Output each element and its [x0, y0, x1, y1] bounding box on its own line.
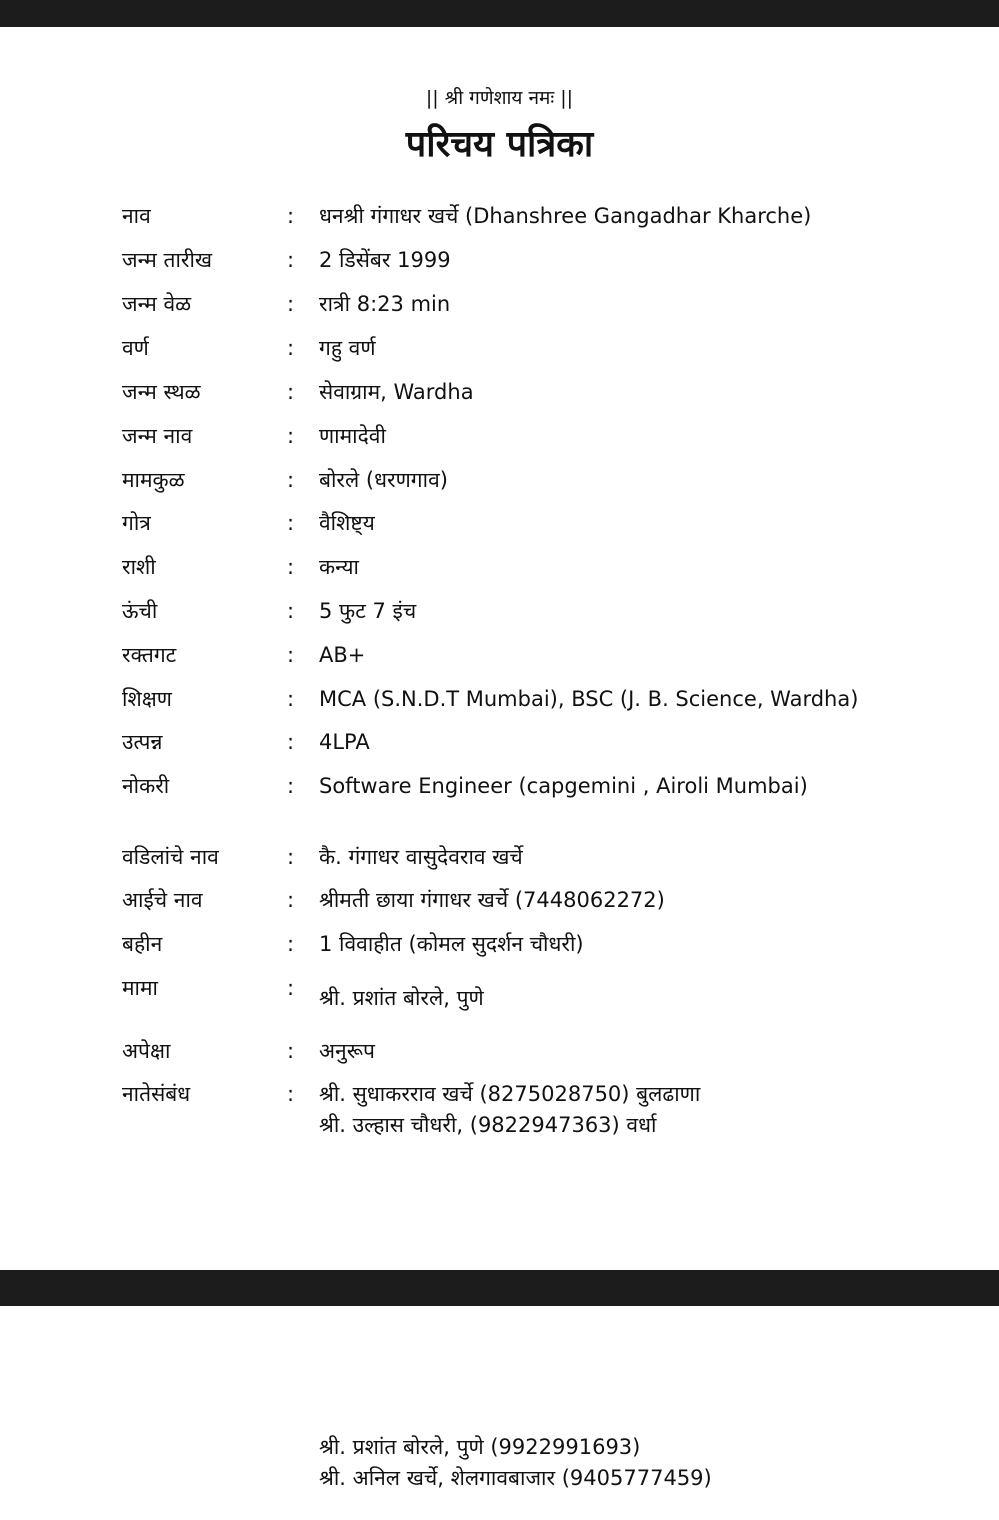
expectation-row [0, 1031, 999, 1071]
detail-value: MCA (S.N.D.T Mumbai), BSC (J. B. Science, Wardha) [319, 687, 859, 711]
family-separator: : [287, 932, 295, 956]
family-separator: : [287, 845, 295, 869]
contact-line: श्री. अनिल खर्चे, शेलगावबाजार (9405777459) [319, 1466, 712, 1490]
detail-value: 4LPA [319, 730, 370, 754]
detail-separator: : [287, 643, 295, 667]
detail-separator: : [287, 380, 295, 404]
detail-label: राशी [122, 555, 156, 579]
detail-label: गोत्र [122, 511, 151, 535]
family-row-maternal-uncle [0, 968, 999, 1008]
detail-row-income [0, 722, 999, 762]
detail-label: रक्तगट [122, 643, 177, 667]
detail-label: जन्म वेळ [122, 292, 192, 316]
relations-line: श्री. सुधाकरराव खर्चे (8275028750) बुलढाणा [319, 1082, 701, 1106]
detail-value: सेवाग्राम, Wardha [319, 380, 474, 404]
family-label: वडिलांचे नाव [122, 845, 219, 869]
detail-row-birth-time [0, 284, 999, 324]
detail-separator: : [287, 424, 295, 448]
top-bar [0, 0, 999, 27]
detail-row-education [0, 679, 999, 719]
expectation-label: अपेक्षा [122, 1039, 171, 1063]
detail-value: बोरले (धरणगाव) [319, 468, 448, 492]
detail-label: वर्ण [122, 336, 149, 360]
detail-label: नोकरी [122, 774, 170, 798]
detail-label: मामकुळ [122, 468, 185, 492]
invocation-line: || श्री गणेशाय नमः || [425, 87, 574, 109]
detail-separator: : [287, 204, 295, 228]
family-value: कै. गंगाधर वासुदेवराव खर्चे [319, 845, 523, 869]
detail-separator: : [287, 599, 295, 623]
detail-value: गहु वर्ण [319, 336, 376, 360]
detail-separator: : [287, 555, 295, 579]
detail-row-gotra [0, 503, 999, 543]
detail-value: 2 डिसेंबर 1999 [319, 248, 451, 272]
expectation-separator: : [287, 1039, 295, 1063]
detail-value: णामादेवी [319, 424, 386, 448]
detail-row-blood-group [0, 635, 999, 675]
detail-row-height [0, 591, 999, 631]
divider-bar [0, 1270, 999, 1306]
detail-separator: : [287, 511, 295, 535]
detail-row-birth-place [0, 372, 999, 412]
detail-separator: : [287, 774, 295, 798]
family-separator: : [287, 976, 295, 1000]
family-row-mother [0, 880, 999, 920]
family-row-sister [0, 924, 999, 964]
detail-row-name [0, 196, 999, 236]
detail-label: जन्म नाव [122, 424, 193, 448]
family-label: मामा [122, 976, 158, 1000]
detail-label: जन्म तारीख [122, 248, 213, 272]
family-separator: : [287, 888, 295, 912]
expectation-value: अनुरूप [319, 1039, 375, 1063]
detail-label: उत्पन्न [122, 730, 163, 754]
detail-row-birth-name [0, 416, 999, 456]
relations-separator: : [287, 1082, 295, 1106]
detail-row-zodiac [0, 547, 999, 587]
detail-separator: : [287, 336, 295, 360]
detail-label: ऊंची [122, 599, 158, 623]
detail-row-birth-date [0, 240, 999, 280]
detail-separator: : [287, 292, 295, 316]
detail-label: शिक्षण [122, 687, 172, 711]
detail-separator: : [287, 730, 295, 754]
family-value: श्री. प्रशांत बोरले, पुणे [319, 986, 484, 1010]
detail-value: धनश्री गंगाधर खर्चे (Dhanshree Gangadhar Kharche) [319, 204, 812, 228]
detail-value: 5 फुट 7 इंच [319, 599, 417, 623]
detail-label: नाव [122, 204, 151, 228]
contact-line: श्री. प्रशांत बोरले, पुणे (9922991693) [319, 1435, 641, 1459]
detail-separator: : [287, 248, 295, 272]
family-label: बहीन [122, 932, 163, 956]
detail-label: जन्म स्थळ [122, 380, 201, 404]
detail-row-job [0, 766, 999, 806]
detail-value: AB+ [319, 643, 366, 667]
page-title: परिचय पत्रिका [405, 124, 594, 165]
detail-value: Software Engineer (capgemini , Airoli Mumbai) [319, 774, 808, 798]
detail-row-maternal-clan [0, 460, 999, 500]
detail-separator: : [287, 468, 295, 492]
detail-row-complexion [0, 328, 999, 368]
relations-label: नातेसंबंध [122, 1082, 191, 1106]
detail-value: वैशिष्ट्य [319, 511, 375, 535]
family-value: 1 विवाहीत (कोमल सुदर्शन चौधरी) [319, 932, 584, 956]
relations-row [0, 1074, 999, 1137]
family-value: श्रीमती छाया गंगाधर खर्चे (7448062272) [319, 888, 665, 912]
detail-value: रात्री 8:23 min [319, 292, 451, 316]
family-row-father [0, 837, 999, 877]
detail-value: कन्या [319, 555, 359, 579]
family-label: आईचे नाव [122, 888, 203, 912]
relations-line: श्री. उल्हास चौधरी, (9822947363) वर्धा [319, 1113, 657, 1137]
detail-separator: : [287, 687, 295, 711]
